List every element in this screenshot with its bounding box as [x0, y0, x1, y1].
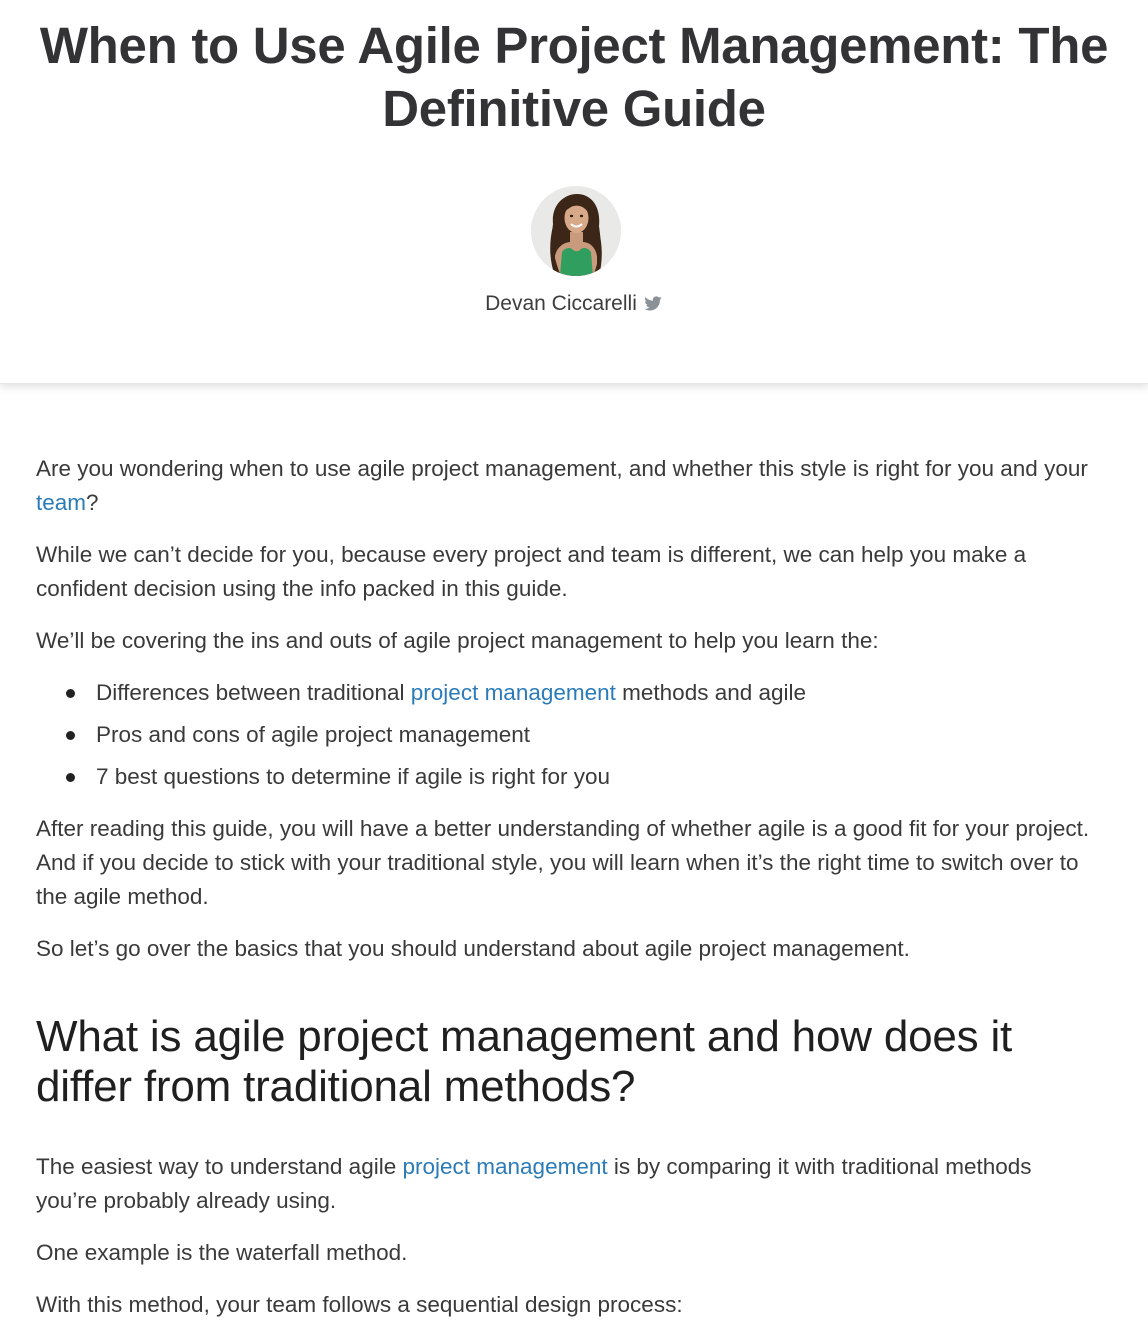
bullet-dot	[66, 773, 75, 782]
list-item-text: 7 best questions to determine if agile is right for you	[96, 764, 611, 789]
intro-paragraph-2: While we can’t decide for you, because every project and team is different, we can help you make a confident decision using the info packed in this guide.	[36, 542, 1027, 601]
list-item-text: Differences between traditional	[96, 680, 411, 705]
intro-text-end: ?	[86, 490, 99, 515]
list-item-text-end: methods and agile	[615, 680, 807, 705]
author-avatar[interactable]	[531, 186, 621, 276]
section-paragraph-1	[36, 1150, 1096, 1218]
section-paragraph-2: One example is the waterfall method.	[36, 1240, 408, 1265]
intro-paragraph-3: We’ll be covering the ins and outs of agile project management to help you learn the:	[36, 628, 879, 653]
page-title: When to Use Agile Project Management: The Definitive Guide	[39, 17, 1109, 137]
project-management-link[interactable]: project management	[410, 680, 616, 705]
list-item-text: Pros and cons of agile project management	[96, 722, 531, 747]
article-body	[36, 452, 1096, 1340]
intro-paragraph-5: So let’s go over the basics that you should understand about agile project management.	[36, 936, 910, 961]
guide-topics-list	[36, 676, 1096, 794]
bullet-dot	[66, 689, 75, 698]
author-name[interactable]: Devan Ciccarelli	[485, 292, 637, 315]
avatar-photo	[531, 186, 621, 276]
section-heading: What is agile project management and how does it differ from traditional methods?	[36, 1012, 1013, 1111]
intro-text: Are you wondering when to use agile project management, and whether this style is right for you and your	[36, 456, 1088, 481]
list-item	[36, 676, 1096, 710]
intro-paragraph-4: After reading this guide, you will have a better understanding of whether agile is a good fit for your project. And if you decide to stick with your traditional style, you will learn when it’s the right time to switch over to the agile method.	[36, 816, 1090, 909]
section-paragraph-3: With this method, your team follows a sequential design process:	[36, 1292, 683, 1317]
article-header	[0, 0, 1148, 384]
intro-paragraph-1	[36, 452, 1096, 520]
project-management-link-2[interactable]: project management	[402, 1154, 608, 1179]
bullet-dot	[66, 731, 75, 740]
twitter-icon[interactable]	[643, 293, 663, 313]
author-byline	[0, 290, 1148, 318]
list-item	[36, 760, 1096, 794]
team-link[interactable]: team	[36, 490, 87, 515]
list-item	[36, 718, 1096, 752]
section-text: The easiest way to understand agile	[36, 1154, 403, 1179]
section-text-end: is by comparing it with traditional methods you’re probably already using.	[36, 1154, 1032, 1213]
